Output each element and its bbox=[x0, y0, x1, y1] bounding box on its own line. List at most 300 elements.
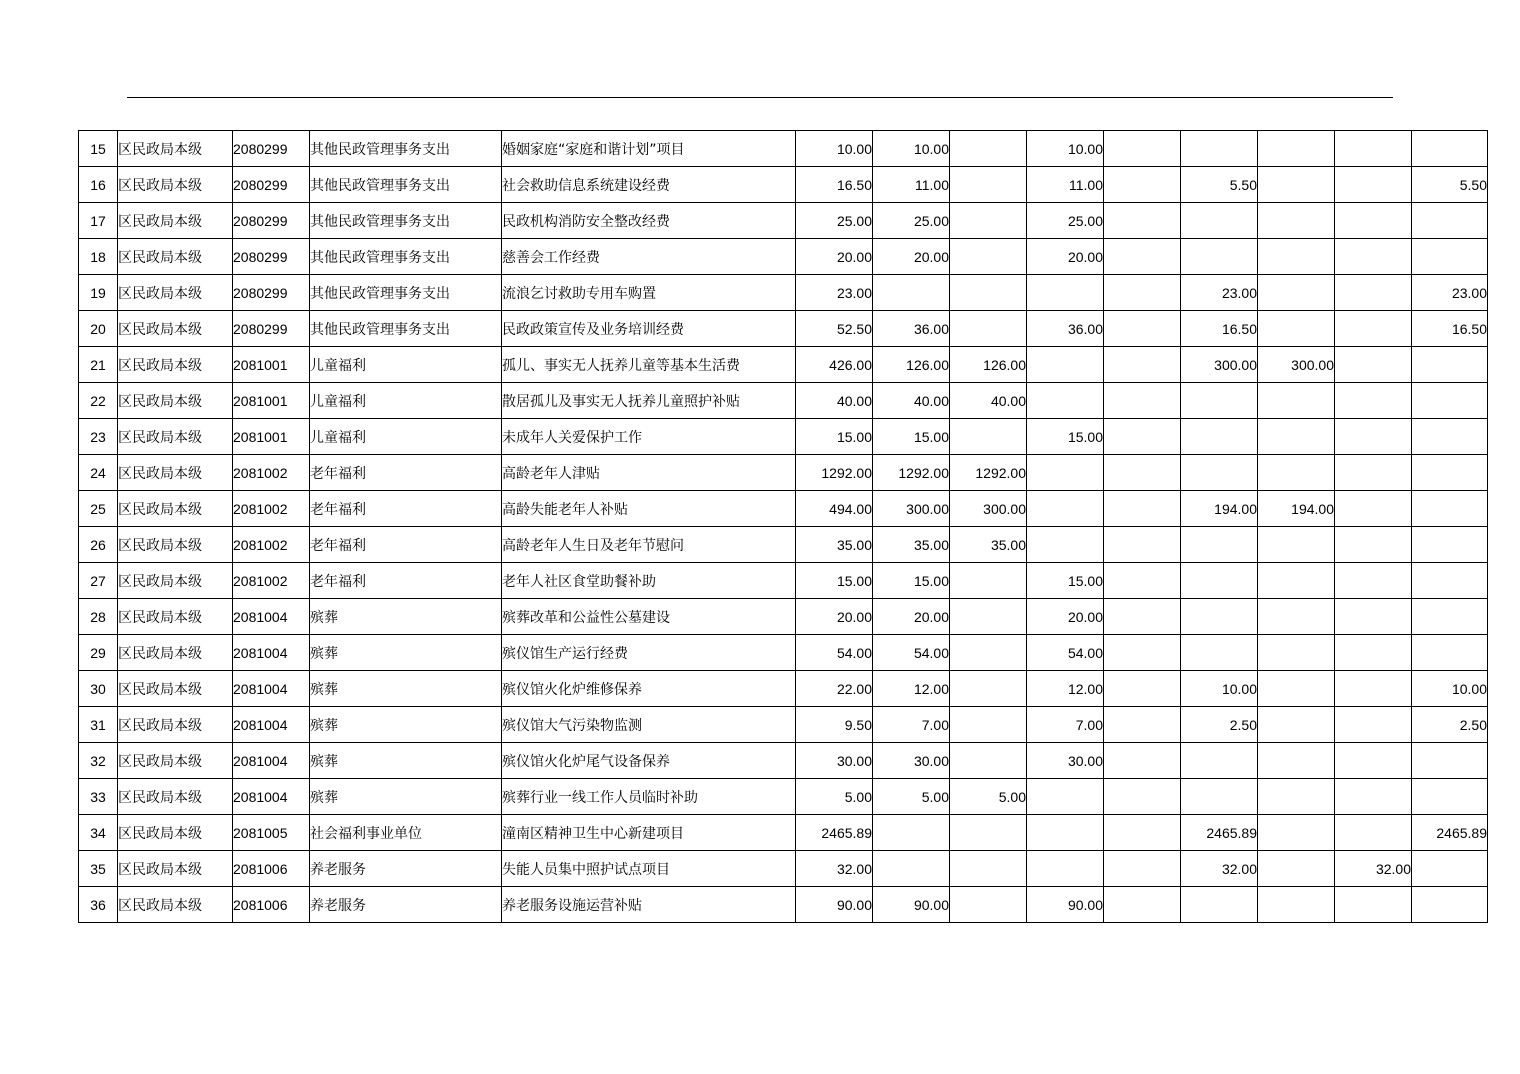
subject-code-cell: 2081006 bbox=[233, 851, 310, 887]
subject-code-cell: 2081001 bbox=[233, 419, 310, 455]
project-expenditure-cell: 30.00 bbox=[1027, 743, 1104, 779]
table-row bbox=[79, 779, 1488, 815]
superior-fund-a-cell bbox=[1258, 707, 1335, 743]
subject-code-cell: 2081004 bbox=[233, 635, 310, 671]
superior-fund-a-cell bbox=[1258, 203, 1335, 239]
project-expenditure-cell: 15.00 bbox=[1027, 563, 1104, 599]
superior-fund-c-cell bbox=[1412, 851, 1488, 887]
superior-fund-cell: 2.50 bbox=[1181, 707, 1258, 743]
project-expenditure-cell: 54.00 bbox=[1027, 635, 1104, 671]
superior-fund-c-cell: 2465.89 bbox=[1412, 815, 1488, 851]
general-budget-cell: 20.00 bbox=[873, 239, 950, 275]
superior-fund-cell bbox=[1181, 455, 1258, 491]
subject-code-cell: 2081001 bbox=[233, 347, 310, 383]
other-fund-cell bbox=[1104, 167, 1181, 203]
project-expenditure-cell bbox=[1027, 851, 1104, 887]
header-rule bbox=[127, 97, 1393, 98]
project-expenditure-cell bbox=[1027, 383, 1104, 419]
table-row bbox=[79, 383, 1488, 419]
other-fund-cell bbox=[1104, 275, 1181, 311]
superior-fund-b-cell bbox=[1335, 743, 1412, 779]
row-number-cell: 34 bbox=[79, 815, 118, 851]
basic-expenditure-cell bbox=[950, 815, 1027, 851]
superior-fund-b-cell bbox=[1335, 563, 1412, 599]
basic-expenditure-cell: 40.00 bbox=[950, 383, 1027, 419]
subject-name-cell: 其他民政管理事务支出 bbox=[310, 311, 502, 347]
unit-cell: 区民政局本级 bbox=[118, 671, 233, 707]
unit-cell: 区民政局本级 bbox=[118, 815, 233, 851]
project-name-cell: 潼南区精神卫生中心新建项目 bbox=[502, 815, 796, 851]
subject-code-cell: 2081002 bbox=[233, 455, 310, 491]
basic-expenditure-cell bbox=[950, 311, 1027, 347]
superior-fund-c-cell: 2.50 bbox=[1412, 707, 1488, 743]
basic-expenditure-cell bbox=[950, 203, 1027, 239]
subject-name-cell: 殡葬 bbox=[310, 671, 502, 707]
row-number-cell: 33 bbox=[79, 779, 118, 815]
superior-fund-b-cell bbox=[1335, 239, 1412, 275]
superior-fund-cell bbox=[1181, 887, 1258, 923]
superior-fund-c-cell bbox=[1412, 383, 1488, 419]
general-budget-cell: 35.00 bbox=[873, 527, 950, 563]
total-cell: 30.00 bbox=[796, 743, 873, 779]
table-row bbox=[79, 563, 1488, 599]
superior-fund-a-cell bbox=[1258, 743, 1335, 779]
budget-table bbox=[78, 130, 1488, 923]
project-expenditure-cell bbox=[1027, 491, 1104, 527]
general-budget-cell: 11.00 bbox=[873, 167, 950, 203]
superior-fund-cell bbox=[1181, 527, 1258, 563]
subject-code-cell: 2081004 bbox=[233, 599, 310, 635]
total-cell: 15.00 bbox=[796, 563, 873, 599]
project-name-cell: 高龄失能老年人补贴 bbox=[502, 491, 796, 527]
superior-fund-c-cell bbox=[1412, 599, 1488, 635]
superior-fund-c-cell bbox=[1412, 887, 1488, 923]
superior-fund-b-cell bbox=[1335, 311, 1412, 347]
other-fund-cell bbox=[1104, 599, 1181, 635]
project-name-cell: 未成年人关爱保护工作 bbox=[502, 419, 796, 455]
project-expenditure-cell: 36.00 bbox=[1027, 311, 1104, 347]
project-expenditure-cell: 15.00 bbox=[1027, 419, 1104, 455]
superior-fund-a-cell bbox=[1258, 815, 1335, 851]
other-fund-cell bbox=[1104, 311, 1181, 347]
subject-code-cell: 2080299 bbox=[233, 239, 310, 275]
superior-fund-c-cell bbox=[1412, 563, 1488, 599]
table-row bbox=[79, 527, 1488, 563]
subject-name-cell: 殡葬 bbox=[310, 599, 502, 635]
basic-expenditure-cell bbox=[950, 635, 1027, 671]
subject-code-cell: 2081004 bbox=[233, 707, 310, 743]
superior-fund-c-cell bbox=[1412, 239, 1488, 275]
project-name-cell: 殡仪馆火化炉尾气设备保养 bbox=[502, 743, 796, 779]
project-name-cell: 散居孤儿及事实无人抚养儿童照护补贴 bbox=[502, 383, 796, 419]
other-fund-cell bbox=[1104, 419, 1181, 455]
superior-fund-b-cell bbox=[1335, 527, 1412, 563]
subject-code-cell: 2080299 bbox=[233, 203, 310, 239]
basic-expenditure-cell bbox=[950, 671, 1027, 707]
superior-fund-a-cell bbox=[1258, 851, 1335, 887]
basic-expenditure-cell: 35.00 bbox=[950, 527, 1027, 563]
project-name-cell: 殡仪馆火化炉维修保养 bbox=[502, 671, 796, 707]
superior-fund-c-cell bbox=[1412, 455, 1488, 491]
other-fund-cell bbox=[1104, 203, 1181, 239]
project-expenditure-cell: 20.00 bbox=[1027, 239, 1104, 275]
other-fund-cell bbox=[1104, 779, 1181, 815]
project-expenditure-cell: 90.00 bbox=[1027, 887, 1104, 923]
basic-expenditure-cell: 126.00 bbox=[950, 347, 1027, 383]
basic-expenditure-cell bbox=[950, 563, 1027, 599]
total-cell: 5.00 bbox=[796, 779, 873, 815]
superior-fund-a-cell: 194.00 bbox=[1258, 491, 1335, 527]
project-expenditure-cell: 25.00 bbox=[1027, 203, 1104, 239]
project-name-cell: 老年人社区食堂助餐补助 bbox=[502, 563, 796, 599]
subject-code-cell: 2080299 bbox=[233, 167, 310, 203]
row-number-cell: 19 bbox=[79, 275, 118, 311]
basic-expenditure-cell bbox=[950, 419, 1027, 455]
basic-expenditure-cell bbox=[950, 167, 1027, 203]
superior-fund-cell bbox=[1181, 203, 1258, 239]
superior-fund-b-cell bbox=[1335, 383, 1412, 419]
superior-fund-cell bbox=[1181, 743, 1258, 779]
table-row bbox=[79, 203, 1488, 239]
project-expenditure-cell bbox=[1027, 275, 1104, 311]
total-cell: 2465.89 bbox=[796, 815, 873, 851]
project-expenditure-cell: 20.00 bbox=[1027, 599, 1104, 635]
superior-fund-c-cell bbox=[1412, 491, 1488, 527]
subject-name-cell: 殡葬 bbox=[310, 779, 502, 815]
unit-cell: 区民政局本级 bbox=[118, 167, 233, 203]
subject-code-cell: 2081006 bbox=[233, 887, 310, 923]
superior-fund-cell: 300.00 bbox=[1181, 347, 1258, 383]
superior-fund-c-cell bbox=[1412, 131, 1488, 167]
general-budget-cell: 20.00 bbox=[873, 599, 950, 635]
total-cell: 9.50 bbox=[796, 707, 873, 743]
superior-fund-c-cell bbox=[1412, 779, 1488, 815]
unit-cell: 区民政局本级 bbox=[118, 851, 233, 887]
project-expenditure-cell bbox=[1027, 527, 1104, 563]
row-number-cell: 25 bbox=[79, 491, 118, 527]
superior-fund-c-cell bbox=[1412, 347, 1488, 383]
superior-fund-c-cell: 23.00 bbox=[1412, 275, 1488, 311]
superior-fund-b-cell bbox=[1335, 815, 1412, 851]
row-number-cell: 22 bbox=[79, 383, 118, 419]
table-row bbox=[79, 131, 1488, 167]
superior-fund-c-cell bbox=[1412, 419, 1488, 455]
general-budget-cell: 5.00 bbox=[873, 779, 950, 815]
subject-name-cell: 殡葬 bbox=[310, 707, 502, 743]
total-cell: 494.00 bbox=[796, 491, 873, 527]
subject-code-cell: 2081001 bbox=[233, 383, 310, 419]
basic-expenditure-cell: 5.00 bbox=[950, 779, 1027, 815]
superior-fund-a-cell bbox=[1258, 599, 1335, 635]
basic-expenditure-cell: 1292.00 bbox=[950, 455, 1027, 491]
superior-fund-a-cell bbox=[1258, 563, 1335, 599]
general-budget-cell: 90.00 bbox=[873, 887, 950, 923]
superior-fund-c-cell bbox=[1412, 527, 1488, 563]
subject-name-cell: 殡葬 bbox=[310, 743, 502, 779]
total-cell: 1292.00 bbox=[796, 455, 873, 491]
superior-fund-c-cell: 5.50 bbox=[1412, 167, 1488, 203]
superior-fund-a-cell bbox=[1258, 455, 1335, 491]
superior-fund-b-cell bbox=[1335, 707, 1412, 743]
table-row bbox=[79, 455, 1488, 491]
project-name-cell: 殡仪馆大气污染物监测 bbox=[502, 707, 796, 743]
general-budget-cell bbox=[873, 851, 950, 887]
superior-fund-cell bbox=[1181, 779, 1258, 815]
superior-fund-b-cell bbox=[1335, 887, 1412, 923]
superior-fund-b-cell bbox=[1335, 599, 1412, 635]
other-fund-cell bbox=[1104, 347, 1181, 383]
project-expenditure-cell: 10.00 bbox=[1027, 131, 1104, 167]
row-number-cell: 23 bbox=[79, 419, 118, 455]
superior-fund-b-cell bbox=[1335, 203, 1412, 239]
superior-fund-a-cell bbox=[1258, 383, 1335, 419]
basic-expenditure-cell bbox=[950, 599, 1027, 635]
unit-cell: 区民政局本级 bbox=[118, 599, 233, 635]
superior-fund-cell bbox=[1181, 131, 1258, 167]
superior-fund-b-cell bbox=[1335, 131, 1412, 167]
general-budget-cell: 7.00 bbox=[873, 707, 950, 743]
subject-code-cell: 2081002 bbox=[233, 491, 310, 527]
superior-fund-b-cell bbox=[1335, 419, 1412, 455]
general-budget-cell: 126.00 bbox=[873, 347, 950, 383]
superior-fund-cell: 16.50 bbox=[1181, 311, 1258, 347]
other-fund-cell bbox=[1104, 383, 1181, 419]
unit-cell: 区民政局本级 bbox=[118, 635, 233, 671]
project-name-cell: 养老服务设施运营补贴 bbox=[502, 887, 796, 923]
other-fund-cell bbox=[1104, 455, 1181, 491]
total-cell: 20.00 bbox=[796, 599, 873, 635]
total-cell: 20.00 bbox=[796, 239, 873, 275]
superior-fund-cell bbox=[1181, 563, 1258, 599]
subject-name-cell: 儿童福利 bbox=[310, 419, 502, 455]
unit-cell: 区民政局本级 bbox=[118, 347, 233, 383]
superior-fund-cell bbox=[1181, 419, 1258, 455]
superior-fund-a-cell: 300.00 bbox=[1258, 347, 1335, 383]
row-number-cell: 21 bbox=[79, 347, 118, 383]
table-row bbox=[79, 635, 1488, 671]
total-cell: 23.00 bbox=[796, 275, 873, 311]
unit-cell: 区民政局本级 bbox=[118, 383, 233, 419]
subject-name-cell: 殡葬 bbox=[310, 635, 502, 671]
project-name-cell: 慈善会工作经费 bbox=[502, 239, 796, 275]
superior-fund-b-cell bbox=[1335, 275, 1412, 311]
subject-code-cell: 2080299 bbox=[233, 311, 310, 347]
row-number-cell: 32 bbox=[79, 743, 118, 779]
general-budget-cell: 36.00 bbox=[873, 311, 950, 347]
basic-expenditure-cell bbox=[950, 239, 1027, 275]
project-expenditure-cell bbox=[1027, 815, 1104, 851]
subject-code-cell: 2081004 bbox=[233, 779, 310, 815]
subject-code-cell: 2081004 bbox=[233, 671, 310, 707]
superior-fund-b-cell bbox=[1335, 491, 1412, 527]
total-cell: 35.00 bbox=[796, 527, 873, 563]
subject-code-cell: 2081002 bbox=[233, 527, 310, 563]
unit-cell: 区民政局本级 bbox=[118, 275, 233, 311]
general-budget-cell bbox=[873, 275, 950, 311]
general-budget-cell: 300.00 bbox=[873, 491, 950, 527]
total-cell: 90.00 bbox=[796, 887, 873, 923]
project-name-cell: 殡葬改革和公益性公墓建设 bbox=[502, 599, 796, 635]
superior-fund-cell bbox=[1181, 383, 1258, 419]
other-fund-cell bbox=[1104, 563, 1181, 599]
superior-fund-a-cell bbox=[1258, 239, 1335, 275]
other-fund-cell bbox=[1104, 851, 1181, 887]
unit-cell: 区民政局本级 bbox=[118, 419, 233, 455]
superior-fund-c-cell bbox=[1412, 635, 1488, 671]
unit-cell: 区民政局本级 bbox=[118, 239, 233, 275]
superior-fund-b-cell bbox=[1335, 167, 1412, 203]
unit-cell: 区民政局本级 bbox=[118, 455, 233, 491]
superior-fund-a-cell bbox=[1258, 887, 1335, 923]
superior-fund-a-cell bbox=[1258, 779, 1335, 815]
row-number-cell: 17 bbox=[79, 203, 118, 239]
row-number-cell: 30 bbox=[79, 671, 118, 707]
subject-name-cell: 老年福利 bbox=[310, 455, 502, 491]
general-budget-cell: 25.00 bbox=[873, 203, 950, 239]
superior-fund-c-cell bbox=[1412, 203, 1488, 239]
basic-expenditure-cell bbox=[950, 275, 1027, 311]
project-name-cell: 民政政策宣传及业务培训经费 bbox=[502, 311, 796, 347]
project-expenditure-cell: 12.00 bbox=[1027, 671, 1104, 707]
table-row bbox=[79, 743, 1488, 779]
unit-cell: 区民政局本级 bbox=[118, 779, 233, 815]
superior-fund-cell: 194.00 bbox=[1181, 491, 1258, 527]
project-name-cell: 高龄老年人生日及老年节慰问 bbox=[502, 527, 796, 563]
general-budget-cell: 10.00 bbox=[873, 131, 950, 167]
subject-name-cell: 养老服务 bbox=[310, 887, 502, 923]
general-budget-cell: 40.00 bbox=[873, 383, 950, 419]
row-number-cell: 24 bbox=[79, 455, 118, 491]
row-number-cell: 15 bbox=[79, 131, 118, 167]
superior-fund-a-cell bbox=[1258, 527, 1335, 563]
general-budget-cell: 30.00 bbox=[873, 743, 950, 779]
other-fund-cell bbox=[1104, 707, 1181, 743]
general-budget-cell: 15.00 bbox=[873, 563, 950, 599]
row-number-cell: 29 bbox=[79, 635, 118, 671]
superior-fund-a-cell bbox=[1258, 635, 1335, 671]
row-number-cell: 27 bbox=[79, 563, 118, 599]
other-fund-cell bbox=[1104, 131, 1181, 167]
basic-expenditure-cell: 300.00 bbox=[950, 491, 1027, 527]
subject-code-cell: 2081004 bbox=[233, 743, 310, 779]
table-row bbox=[79, 347, 1488, 383]
general-budget-cell: 12.00 bbox=[873, 671, 950, 707]
table-row bbox=[79, 239, 1488, 275]
total-cell: 40.00 bbox=[796, 383, 873, 419]
subject-name-cell: 老年福利 bbox=[310, 527, 502, 563]
basic-expenditure-cell bbox=[950, 887, 1027, 923]
unit-cell: 区民政局本级 bbox=[118, 707, 233, 743]
project-expenditure-cell bbox=[1027, 347, 1104, 383]
table-row bbox=[79, 491, 1488, 527]
subject-name-cell: 其他民政管理事务支出 bbox=[310, 131, 502, 167]
superior-fund-a-cell bbox=[1258, 275, 1335, 311]
other-fund-cell bbox=[1104, 671, 1181, 707]
row-number-cell: 35 bbox=[79, 851, 118, 887]
other-fund-cell bbox=[1104, 527, 1181, 563]
superior-fund-cell bbox=[1181, 599, 1258, 635]
table-row bbox=[79, 311, 1488, 347]
general-budget-cell: 15.00 bbox=[873, 419, 950, 455]
superior-fund-a-cell bbox=[1258, 167, 1335, 203]
subject-code-cell: 2080299 bbox=[233, 275, 310, 311]
superior-fund-cell: 32.00 bbox=[1181, 851, 1258, 887]
superior-fund-cell bbox=[1181, 635, 1258, 671]
table-row bbox=[79, 887, 1488, 923]
basic-expenditure-cell bbox=[950, 743, 1027, 779]
other-fund-cell bbox=[1104, 815, 1181, 851]
superior-fund-b-cell bbox=[1335, 635, 1412, 671]
superior-fund-c-cell bbox=[1412, 743, 1488, 779]
subject-name-cell: 养老服务 bbox=[310, 851, 502, 887]
other-fund-cell bbox=[1104, 239, 1181, 275]
superior-fund-a-cell bbox=[1258, 671, 1335, 707]
table-body bbox=[79, 131, 1488, 923]
superior-fund-a-cell bbox=[1258, 419, 1335, 455]
project-name-cell: 失能人员集中照护试点项目 bbox=[502, 851, 796, 887]
row-number-cell: 36 bbox=[79, 887, 118, 923]
project-name-cell: 社会救助信息系统建设经费 bbox=[502, 167, 796, 203]
general-budget-cell: 1292.00 bbox=[873, 455, 950, 491]
row-number-cell: 18 bbox=[79, 239, 118, 275]
project-name-cell: 高龄老年人津贴 bbox=[502, 455, 796, 491]
unit-cell: 区民政局本级 bbox=[118, 887, 233, 923]
superior-fund-c-cell: 16.50 bbox=[1412, 311, 1488, 347]
superior-fund-cell: 5.50 bbox=[1181, 167, 1258, 203]
superior-fund-b-cell bbox=[1335, 455, 1412, 491]
general-budget-cell bbox=[873, 815, 950, 851]
superior-fund-cell: 2465.89 bbox=[1181, 815, 1258, 851]
superior-fund-cell: 10.00 bbox=[1181, 671, 1258, 707]
total-cell: 25.00 bbox=[796, 203, 873, 239]
superior-fund-a-cell bbox=[1258, 311, 1335, 347]
superior-fund-cell: 23.00 bbox=[1181, 275, 1258, 311]
total-cell: 32.00 bbox=[796, 851, 873, 887]
unit-cell: 区民政局本级 bbox=[118, 131, 233, 167]
row-number-cell: 31 bbox=[79, 707, 118, 743]
subject-name-cell: 老年福利 bbox=[310, 491, 502, 527]
project-expenditure-cell: 11.00 bbox=[1027, 167, 1104, 203]
project-expenditure-cell: 7.00 bbox=[1027, 707, 1104, 743]
superior-fund-b-cell bbox=[1335, 671, 1412, 707]
basic-expenditure-cell bbox=[950, 707, 1027, 743]
subject-name-cell: 其他民政管理事务支出 bbox=[310, 203, 502, 239]
table-row bbox=[79, 707, 1488, 743]
project-name-cell: 殡葬行业一线工作人员临时补助 bbox=[502, 779, 796, 815]
row-number-cell: 16 bbox=[79, 167, 118, 203]
row-number-cell: 26 bbox=[79, 527, 118, 563]
total-cell: 16.50 bbox=[796, 167, 873, 203]
subject-code-cell: 2080299 bbox=[233, 131, 310, 167]
unit-cell: 区民政局本级 bbox=[118, 527, 233, 563]
other-fund-cell bbox=[1104, 635, 1181, 671]
unit-cell: 区民政局本级 bbox=[118, 203, 233, 239]
total-cell: 52.50 bbox=[796, 311, 873, 347]
total-cell: 426.00 bbox=[796, 347, 873, 383]
unit-cell: 区民政局本级 bbox=[118, 311, 233, 347]
project-name-cell: 民政机构消防安全整改经费 bbox=[502, 203, 796, 239]
subject-name-cell: 其他民政管理事务支出 bbox=[310, 275, 502, 311]
superior-fund-b-cell: 32.00 bbox=[1335, 851, 1412, 887]
row-number-cell: 20 bbox=[79, 311, 118, 347]
table-row bbox=[79, 599, 1488, 635]
superior-fund-b-cell bbox=[1335, 779, 1412, 815]
table-row bbox=[79, 671, 1488, 707]
total-cell: 54.00 bbox=[796, 635, 873, 671]
subject-name-cell: 儿童福利 bbox=[310, 383, 502, 419]
project-name-cell: 殡仪馆生产运行经费 bbox=[502, 635, 796, 671]
unit-cell: 区民政局本级 bbox=[118, 743, 233, 779]
